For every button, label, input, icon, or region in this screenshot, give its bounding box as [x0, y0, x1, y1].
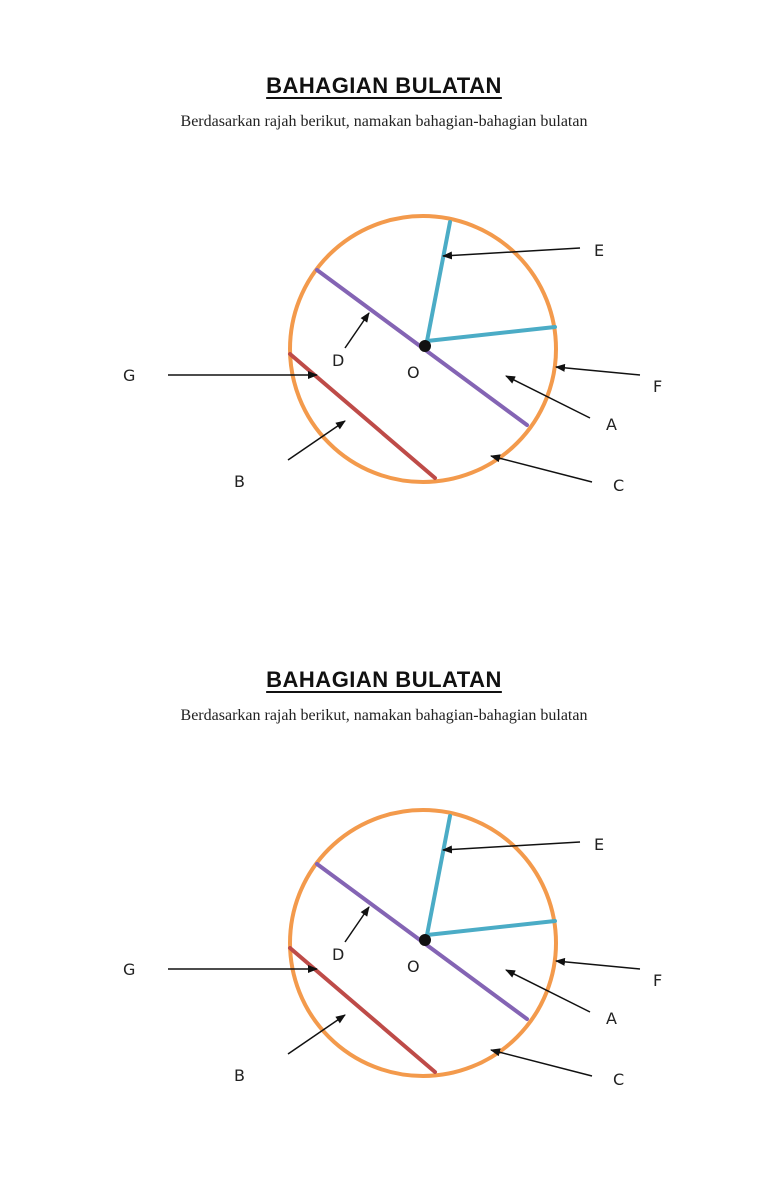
radius-line-upper — [427, 222, 450, 341]
label-f: F — [653, 971, 663, 990]
label-e: E — [594, 241, 605, 260]
worksheet-title: BAHAGIAN BULATAN — [266, 667, 502, 692]
arrow-f — [556, 961, 640, 969]
arrow-c — [491, 1050, 592, 1076]
worksheet-2 — [0, 594, 768, 1188]
label-a: A — [606, 415, 617, 434]
label-b: B — [234, 472, 245, 491]
centre-point — [419, 340, 431, 352]
arrow-a — [506, 970, 590, 1012]
label-c: C — [613, 1070, 625, 1089]
worksheet-instruction: Berdasarkan rajah berikut, namakan bahagian-bahagian bulatan — [180, 707, 588, 724]
label-f: F — [653, 377, 663, 396]
label-d: D — [332, 945, 345, 964]
centre-point — [419, 934, 431, 946]
label-d: D — [332, 351, 345, 370]
label-a: A — [606, 1009, 617, 1028]
label-o: O — [407, 363, 420, 382]
worksheet-title: BAHAGIAN BULATAN — [266, 73, 502, 98]
radius-line-right — [427, 327, 555, 341]
worksheet-instruction: Berdasarkan rajah berikut, namakan bahagian-bahagian bulatan — [180, 113, 588, 130]
label-g: G — [123, 366, 136, 385]
arrow-f — [556, 367, 640, 375]
label-g: G — [123, 960, 136, 979]
arrow-c — [491, 456, 592, 482]
label-b: B — [234, 1066, 245, 1085]
arrow-a — [506, 376, 590, 418]
label-o: O — [407, 957, 420, 976]
circle-diagram — [0, 594, 768, 1188]
label-c: C — [613, 476, 625, 495]
label-e: E — [594, 835, 605, 854]
arrow-d — [345, 907, 369, 942]
radius-line-upper — [427, 816, 450, 935]
radius-line-right — [427, 921, 555, 935]
arrow-d — [345, 313, 369, 348]
